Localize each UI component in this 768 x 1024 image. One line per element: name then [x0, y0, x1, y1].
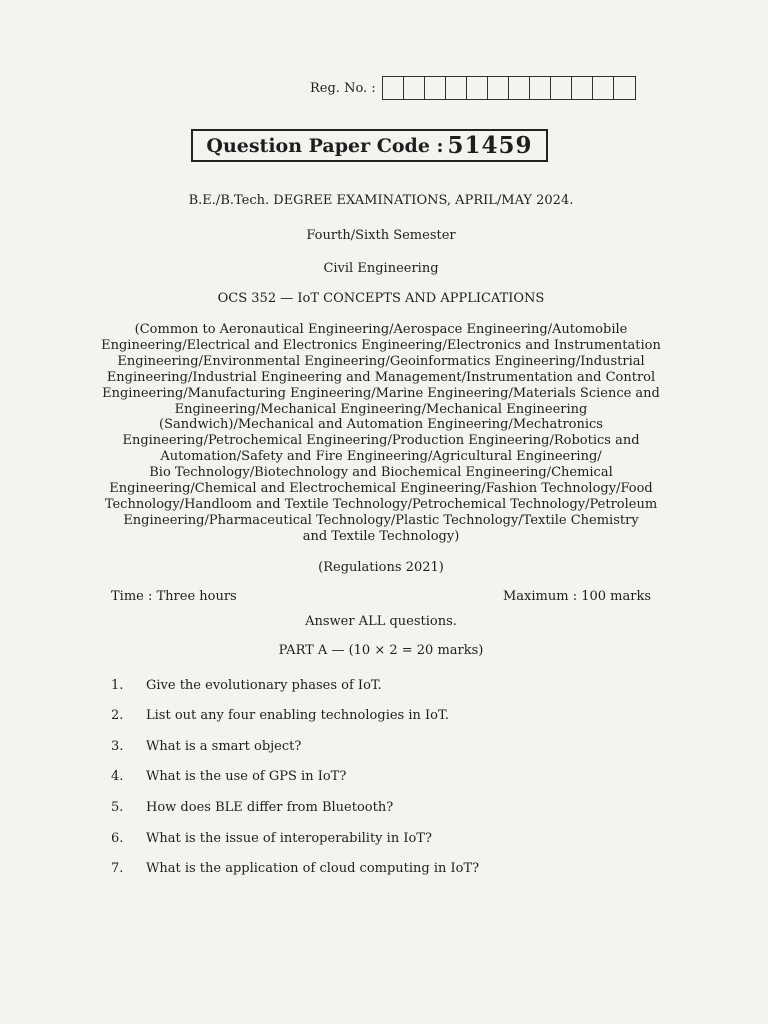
common-line: Engineering/Industrial Engineering and Management/Instrumentation and Control	[106, 369, 656, 385]
reg-no-box[interactable]	[467, 77, 488, 99]
exam-title: B.E./B.Tech. DEGREE EXAMINATIONS, APRIL/MAY 2024.	[188, 193, 574, 208]
reg-no-box[interactable]	[404, 77, 425, 99]
question-number: 4.	[111, 769, 124, 784]
common-line: and Textile Technology)	[302, 528, 460, 544]
question-text: Give the evolutionary phases of IoT.	[146, 678, 382, 693]
reg-no-box[interactable]	[425, 77, 446, 99]
common-line: Engineering/Chemical and Electrochemical Engineering/Fashion Technology/Food	[109, 481, 653, 497]
question-paper-code-label: Question Paper Code :	[206, 134, 444, 157]
reg-no	[310, 76, 636, 100]
question-text: What is a smart object?	[146, 739, 302, 754]
reg-no-box[interactable]	[446, 77, 467, 99]
reg-no-box[interactable]	[530, 77, 551, 99]
reg-no-box[interactable]	[488, 77, 509, 99]
question-number: 2.	[111, 708, 124, 723]
reg-no-box[interactable]	[593, 77, 614, 99]
common-line: Engineering/Mechanical Engineering/Mechanical Engineering	[174, 401, 588, 417]
part-a-heading: PART A — (10 × 2 = 20 marks)	[278, 643, 484, 658]
question-item	[111, 739, 301, 754]
max-marks-label: Maximum : 100 marks	[502, 589, 651, 604]
question-paper-code: 51459	[447, 132, 533, 159]
reg-no-boxes	[382, 76, 636, 100]
question-paper-code-box	[191, 129, 548, 162]
common-line: Engineering/Environmental Engineering/Geoinformatics Engineering/Industrial	[117, 353, 645, 369]
time-marks-row	[111, 589, 651, 604]
common-line: Technology/Handloom and Textile Technology/Petrochemical Technology/Petroleum	[104, 496, 658, 512]
question-item	[111, 769, 346, 784]
reg-no-box[interactable]	[383, 77, 404, 99]
common-line: Automation/Safety and Fire Engineering/Agricultural Engineering/	[160, 449, 602, 465]
reg-no-box[interactable]	[509, 77, 530, 99]
common-line: (Common to Aeronautical Engineering/Aerospace Engineering/Automobile	[134, 322, 628, 337]
time-label: Time : Three hours	[111, 589, 237, 604]
question-number: 5.	[111, 800, 124, 815]
department: Civil Engineering	[323, 261, 439, 276]
course-title: OCS 352 — IoT CONCEPTS AND APPLICATIONS	[217, 291, 545, 306]
reg-no-box[interactable]	[551, 77, 572, 99]
common-to-list	[100, 322, 662, 545]
question-text: How does BLE differ from Bluetooth?	[146, 800, 394, 815]
reg-no-box[interactable]	[572, 77, 593, 99]
question-item	[111, 861, 479, 876]
question-text: What is the application of cloud computing in IoT?	[146, 861, 480, 876]
common-line: Engineering/Petrochemical Engineering/Production Engineering/Robotics and	[122, 433, 640, 449]
common-line: Engineering/Manufacturing Engineering/Marine Engineering/Materials Science and	[102, 385, 660, 401]
question-item	[111, 831, 432, 846]
question-number: 7.	[111, 861, 124, 876]
question-text: What is the issue of interoperability in IoT?	[146, 831, 432, 846]
question-number: 6.	[111, 831, 124, 846]
question-text: List out any four enabling technologies in IoT.	[146, 708, 449, 723]
question-item	[111, 708, 449, 723]
reg-no-label: Reg. No. :	[310, 80, 376, 96]
reg-no-box[interactable]	[614, 77, 635, 99]
common-line: Bio Technology/Biotechnology and Biochemical Engineering/Chemical	[149, 465, 613, 481]
question-item	[111, 678, 382, 693]
common-line: (Sandwich)/Mechanical and Automation Engineering/Mechatronics	[159, 417, 603, 433]
common-line: Engineering/Electrical and Electronics Engineering/Electronics and Instrumentation	[101, 337, 661, 353]
question-item	[111, 800, 393, 815]
question-number: 1.	[111, 678, 124, 693]
common-line: Engineering/Pharmaceutical Technology/Plastic Technology/Textile Chemistry	[123, 512, 639, 528]
question-number: 3.	[111, 739, 124, 754]
semester: Fourth/Sixth Semester	[306, 228, 456, 243]
question-text: What is the use of GPS in IoT?	[146, 769, 347, 784]
regulations: (Regulations 2021)	[318, 560, 444, 575]
instruction: Answer ALL questions.	[305, 614, 457, 629]
